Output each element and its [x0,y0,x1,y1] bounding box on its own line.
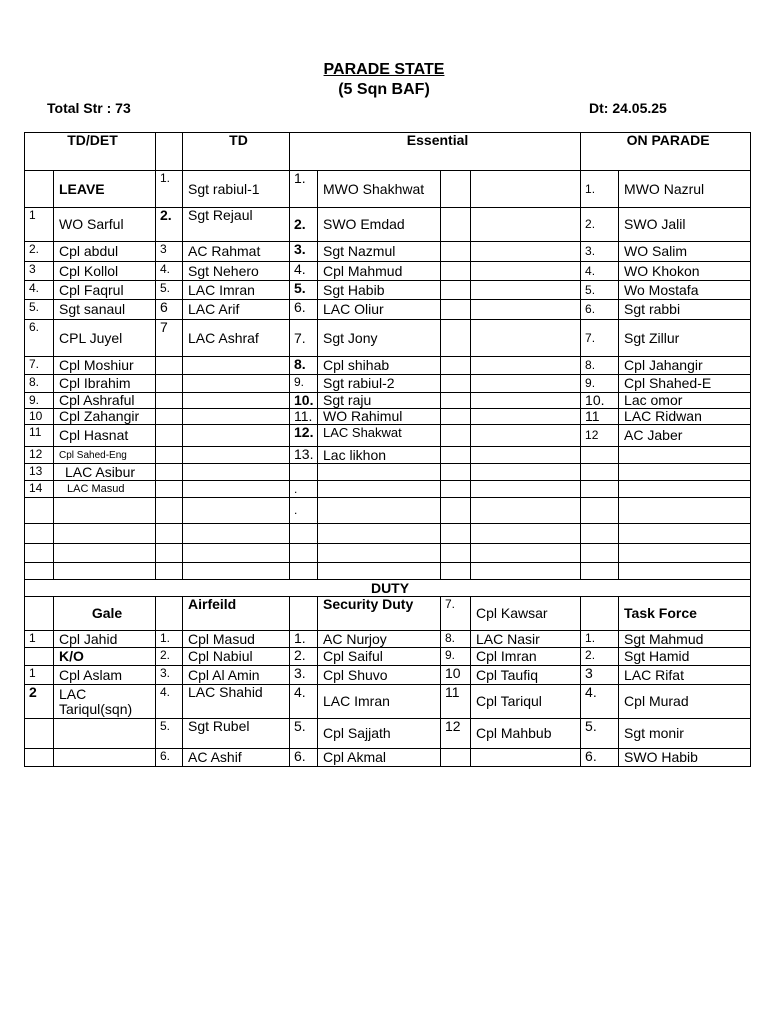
serial-cell [441,498,471,524]
serial-cell: 3 [581,666,619,685]
name-cell: Sgt raju [318,393,441,409]
name-cell [619,563,751,580]
serial-cell: 4. [156,262,183,281]
serial-cell: 5. [581,281,619,300]
serial-cell: 1 [25,666,54,685]
name-cell: Cpl shihab [318,357,441,375]
name-cell [471,242,581,262]
name-cell: Sgt Rejaul [183,208,290,242]
name-cell [471,171,581,208]
table-row [25,409,751,425]
name-cell: Cpl Murad [619,685,751,719]
serial-cell [25,749,54,767]
serial-cell: 7. [290,320,318,357]
serial-cell: 1. [581,171,619,208]
serial-cell: 7. [25,357,54,375]
name-cell: WO Sarful [54,208,156,242]
name-cell [183,498,290,524]
serial-cell: 9. [290,375,318,393]
name-cell [183,544,290,563]
table-row [25,447,751,464]
name-cell: Cpl Mahbub [471,719,581,749]
serial-cell [290,464,318,481]
name-cell: LAC Shahid [183,685,290,719]
airfield-header: Airfeild [183,597,290,631]
name-cell: Cpl Akmal [318,749,441,767]
name-cell: Cpl Masud [183,631,290,648]
name-cell: WO Khokon [619,262,751,281]
name-cell: Cpl Sajjath [318,719,441,749]
name-cell [54,498,156,524]
name-cell: Cpl Faqrul [54,281,156,300]
name-cell: Sgt Hamid [619,648,751,666]
serial-cell [25,648,54,666]
serial-cell: 9. [581,375,619,393]
serial-cell [441,409,471,425]
page-title: PARADE STATE [323,61,445,78]
report-date: Dt: 24.05.25 [589,100,667,116]
name-cell [471,281,581,300]
duty-title-row [25,580,751,597]
name-cell [471,464,581,481]
name-cell: LAC Imran [183,281,290,300]
serial-cell: 6 [156,300,183,320]
name-cell [318,563,441,580]
name-cell: Cpl abdul [54,242,156,262]
serial-cell [581,544,619,563]
serial-cell: 8. [441,631,471,648]
name-cell [183,409,290,425]
name-cell [471,524,581,544]
name-cell: Sgt Mahmud [619,631,751,648]
name-cell [54,544,156,563]
serial-cell [25,719,54,749]
table-row [25,563,751,580]
serial-cell: 7 [156,320,183,357]
serial-cell [25,597,54,631]
gale-header: Gale [54,597,156,631]
name-cell: Cpl Mahmud [318,262,441,281]
serial-cell: 8. [25,375,54,393]
name-cell: Cpl Hasnat [54,425,156,447]
name-cell: CPL Juyel [54,320,156,357]
serial-cell [441,447,471,464]
serial-cell: 3. [290,242,318,262]
serial-cell [581,524,619,544]
serial-cell: 1. [290,171,318,208]
name-cell [471,749,581,767]
name-cell: Cpl Saiful [318,648,441,666]
name-cell: Sgt Zillur [619,320,751,357]
name-cell [318,524,441,544]
serial-cell: 4. [156,685,183,719]
on-parade-header: ON PARADE [581,133,751,171]
name-cell [619,481,751,498]
name-cell: Wo Mostafa [619,281,751,300]
name-cell [183,425,290,447]
serial-cell [290,563,318,580]
serial-cell [25,498,54,524]
serial-cell: 5. [290,281,318,300]
name-cell: Cpl Ashraful [54,393,156,409]
name-cell: Cpl Kollol [54,262,156,281]
duty-title: DUTY [25,580,751,597]
name-cell [619,524,751,544]
name-cell: AC Ashif [183,749,290,767]
name-cell: LAC Oliur [318,300,441,320]
name-cell [183,375,290,393]
serial-cell: 12 [581,425,619,447]
table-row [25,208,751,242]
serial-cell: 6. [25,320,54,357]
serial-cell [441,171,471,208]
name-cell [471,300,581,320]
serial-cell [156,498,183,524]
name-cell: Sgt rabiul-1 [183,171,290,208]
serial-cell: 13 [25,464,54,481]
table-row [25,375,751,393]
name-cell: Cpl Al Amin [183,666,290,685]
serial-cell: 4. [290,685,318,719]
name-cell: LAC Ridwan [619,409,751,425]
serial-cell: 8. [581,357,619,375]
serial-cell: 3 [156,242,183,262]
name-cell [54,719,156,749]
name-cell [471,409,581,425]
table-row [25,498,751,524]
name-cell [183,447,290,464]
table-row [25,281,751,300]
name-cell: Sgt Jony [318,320,441,357]
name-cell [619,498,751,524]
serial-cell: 3. [156,666,183,685]
table-row [25,242,751,262]
serial-cell [581,481,619,498]
parade-state-table [24,132,751,767]
td-header: TD [183,133,290,171]
serial-cell: 5. [156,281,183,300]
serial-cell: . [290,498,318,524]
table-row [25,685,751,719]
serial-cell: 6. [156,749,183,767]
name-cell: Cpl Kawsar [471,597,581,631]
serial-cell: 4. [25,281,54,300]
td-det-header: TD/DET [25,133,156,171]
serial-cell: 3. [290,666,318,685]
serial-cell: 2. [581,648,619,666]
name-cell: MWO Shakhwat [318,171,441,208]
serial-cell: 1. [581,631,619,648]
serial-cell: 5. [156,719,183,749]
serial-cell: 3 [25,262,54,281]
serial-cell: 2. [290,208,318,242]
table-row [25,631,751,648]
table-row [25,464,751,481]
serial-cell [156,464,183,481]
name-cell [471,498,581,524]
serial-cell [581,597,619,631]
serial-cell: 3. [581,242,619,262]
serial-cell: 1 [25,631,54,648]
name-cell: SWO Emdad [318,208,441,242]
name-cell: Sgt monir [619,719,751,749]
serial-cell: 12 [441,719,471,749]
serial-cell [441,464,471,481]
serial-cell [156,524,183,544]
serial-cell: 4. [581,262,619,281]
name-cell [471,563,581,580]
serial-cell: 1 [25,208,54,242]
name-cell: Cpl Taufiq [471,666,581,685]
name-cell [318,544,441,563]
name-cell [183,481,290,498]
serial-cell: 10 [441,666,471,685]
table-row [25,171,751,208]
name-cell: LAC Arif [183,300,290,320]
name-cell [471,544,581,563]
ko-header: K/O [54,648,156,666]
name-cell: Cpl Nabiul [183,648,290,666]
section-header-row [25,133,751,171]
name-cell: Cpl Aslam [54,666,156,685]
serial-cell [25,524,54,544]
table-row [25,749,751,767]
serial-cell: 1. [156,631,183,648]
serial-cell: 11 [25,425,54,447]
serial-cell [441,563,471,580]
serial-cell: 4. [290,262,318,281]
serial-cell: 6. [581,300,619,320]
name-cell: LAC Masud [54,481,156,498]
name-cell: Cpl Zahangir [54,409,156,425]
serial-cell [25,544,54,563]
table-row [25,393,751,409]
name-cell: Cpl Shahed-E [619,375,751,393]
serial-cell [441,208,471,242]
name-cell [619,447,751,464]
table-row [25,320,751,357]
serial-cell [25,171,54,208]
table-row [25,719,751,749]
name-cell [471,393,581,409]
task-force-header: Task Force [619,597,751,631]
serial-cell: 10 [25,409,54,425]
serial-cell [156,357,183,375]
name-cell: Sgt rabbi [619,300,751,320]
serial-cell: 5. [581,719,619,749]
name-cell: MWO Nazrul [619,171,751,208]
name-cell: Sgt sanaul [54,300,156,320]
name-cell: LAC Shakwat [318,425,441,447]
serial-cell [441,281,471,300]
name-cell [54,563,156,580]
name-cell [471,208,581,242]
serial-cell [441,481,471,498]
name-cell: LAC Ashraf [183,320,290,357]
serial-cell: 9. [25,393,54,409]
serial-cell [441,524,471,544]
serial-cell: 6. [290,749,318,767]
serial-cell: 2. [25,242,54,262]
name-cell: LAC Tariqul(sqn) [54,685,156,719]
name-cell [54,524,156,544]
serial-cell: 5. [290,719,318,749]
name-cell: Cpl Imran [471,648,581,666]
table-row [25,357,751,375]
name-cell: WO Salim [619,242,751,262]
table-row [25,262,751,281]
serial-cell [156,597,183,631]
serial-cell: 12. [290,425,318,447]
serial-cell: 1. [290,631,318,648]
name-cell: Lac likhon [318,447,441,464]
name-cell: Sgt Rubel [183,719,290,749]
table-row [25,524,751,544]
serial-cell [156,409,183,425]
serial-cell [581,563,619,580]
serial-cell: 2 [25,685,54,719]
serial-cell [156,133,183,171]
name-cell [318,481,441,498]
serial-cell [156,425,183,447]
name-cell [471,262,581,281]
table-row [25,544,751,563]
name-cell: Sgt rabiul-2 [318,375,441,393]
serial-cell [441,300,471,320]
name-cell: Cpl Sahed-Eng [54,447,156,464]
page-subtitle: (5 Sqn BAF) [338,81,430,98]
name-cell: AC Rahmat [183,242,290,262]
leave-header: LEAVE [54,171,156,208]
serial-cell: 9. [441,648,471,666]
serial-cell [581,464,619,481]
serial-cell: 8. [290,357,318,375]
serial-cell: 11. [290,409,318,425]
serial-cell [25,563,54,580]
serial-cell: 1. [156,171,183,208]
name-cell [183,393,290,409]
name-cell [183,524,290,544]
table-row [25,425,751,447]
name-cell: SWO Habib [619,749,751,767]
serial-cell [290,524,318,544]
serial-cell [156,447,183,464]
name-cell: SWO Jalil [619,208,751,242]
name-cell: Cpl Jahangir [619,357,751,375]
serial-cell: 7. [441,597,471,631]
name-cell [183,357,290,375]
name-cell: LAC Asibur [54,464,156,481]
name-cell: Sgt Nehero [183,262,290,281]
serial-cell: . [290,481,318,498]
serial-cell: 4. [581,685,619,719]
serial-cell [441,749,471,767]
serial-cell [156,544,183,563]
serial-cell: 13. [290,447,318,464]
total-strength: Total Str : 73 [47,100,131,116]
serial-cell: 2. [290,648,318,666]
serial-cell [290,544,318,563]
name-cell [471,357,581,375]
serial-cell: 11 [441,685,471,719]
name-cell: LAC Nasir [471,631,581,648]
serial-cell [156,375,183,393]
serial-cell [156,393,183,409]
name-cell: Cpl Moshiur [54,357,156,375]
name-cell: Lac omor [619,393,751,409]
serial-cell [581,447,619,464]
name-cell [619,464,751,481]
name-cell [471,481,581,498]
table-row [25,666,751,685]
name-cell [183,464,290,481]
serial-cell [156,481,183,498]
serial-cell: 14 [25,481,54,498]
name-cell: Cpl Shuvo [318,666,441,685]
name-cell: Cpl Jahid [54,631,156,648]
table-row [25,300,751,320]
name-cell: Cpl Ibrahim [54,375,156,393]
name-cell: AC Nurjoy [318,631,441,648]
name-cell: Cpl Tariqul [471,685,581,719]
table-row [25,648,751,666]
serial-cell: 10. [290,393,318,409]
serial-cell [156,563,183,580]
essential-header: Essential [290,133,581,171]
duty-header-row [25,597,751,631]
serial-cell: 6. [581,749,619,767]
serial-cell [441,425,471,447]
serial-cell: 5. [25,300,54,320]
serial-cell [581,498,619,524]
name-cell [471,425,581,447]
security-duty-header: Security Duty [318,597,441,631]
name-cell: Sgt Nazmul [318,242,441,262]
name-cell [471,447,581,464]
serial-cell: 2. [581,208,619,242]
name-cell: WO Rahimul [318,409,441,425]
serial-cell [441,544,471,563]
name-cell [619,544,751,563]
serial-cell [441,242,471,262]
name-cell [471,375,581,393]
serial-cell: 12 [25,447,54,464]
serial-cell [441,262,471,281]
serial-cell [290,597,318,631]
name-cell: AC Jaber [619,425,751,447]
serial-cell [441,375,471,393]
name-cell: LAC Imran [318,685,441,719]
serial-cell [441,393,471,409]
serial-cell: 2. [156,648,183,666]
name-cell: LAC Rifat [619,666,751,685]
serial-cell: 10. [581,393,619,409]
serial-cell: 2. [156,208,183,242]
name-cell [54,749,156,767]
name-cell [318,464,441,481]
serial-cell: 7. [581,320,619,357]
serial-cell [441,357,471,375]
name-cell [471,320,581,357]
name-cell [318,498,441,524]
serial-cell: 6. [290,300,318,320]
serial-cell [441,320,471,357]
name-cell: Sgt Habib [318,281,441,300]
table-row [25,481,751,498]
name-cell [183,563,290,580]
serial-cell: 11 [581,409,619,425]
